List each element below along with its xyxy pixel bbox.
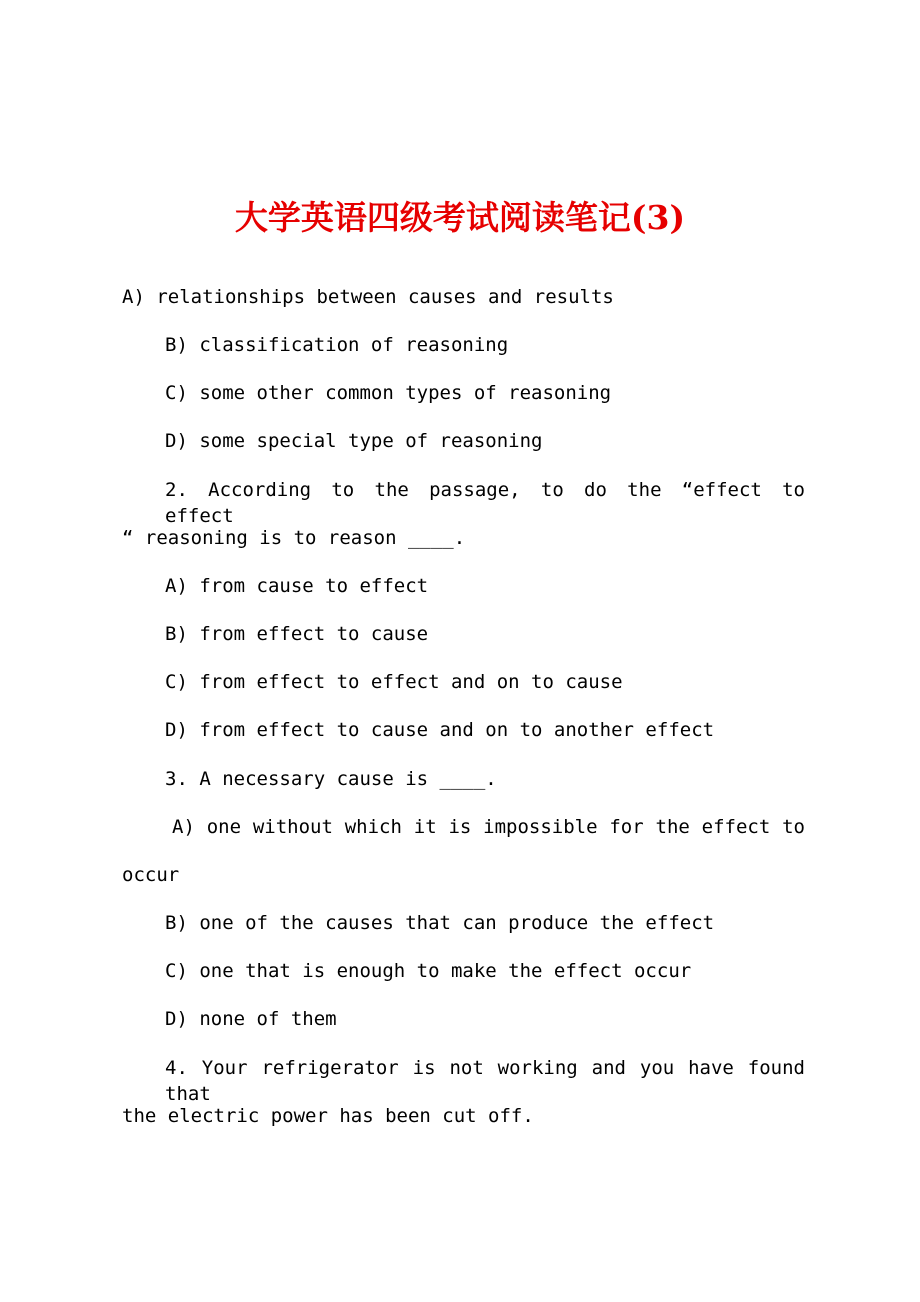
q4-question-line1: 4. Your refrigerator is not working and you have found that (165, 1057, 805, 1105)
q3-question: 3. A necessary cause is ____. (165, 768, 497, 790)
q1-option-d: D) some special type of reasoning (165, 430, 543, 452)
q2-question-line1: 2. According to the passage, to do the “effect to effect (165, 479, 805, 527)
q2-option-c: C) from effect to effect and on to cause (165, 671, 623, 693)
q3-option-b: B) one of the causes that can produce the effect (165, 912, 715, 934)
q1-option-b: B) classification of reasoning (165, 334, 509, 356)
q3-option-a-line1: A) one without which it is impossible for the effect to (172, 816, 805, 838)
q2-option-d: D) from effect to cause and on to another effect (165, 719, 715, 741)
q2-option-a: A) from cause to effect (165, 575, 429, 597)
q1-option-c: C) some other common types of reasoning (165, 382, 612, 404)
q3-option-a-line2: occur (122, 864, 180, 886)
q2-question-line2: “ reasoning is to reason ____. (122, 527, 466, 549)
q4-question-line2: the electric power has been cut off. (122, 1105, 534, 1127)
q1-option-a: A) relationships between causes and results (122, 286, 614, 308)
document-title: 大学英语四级考试阅读笔记(3) (234, 198, 686, 237)
q3-option-d: D) none of them (165, 1008, 337, 1030)
q2-option-b: B) from effect to cause (165, 623, 429, 645)
q3-option-c: C) one that is enough to make the effect occur (165, 960, 692, 982)
